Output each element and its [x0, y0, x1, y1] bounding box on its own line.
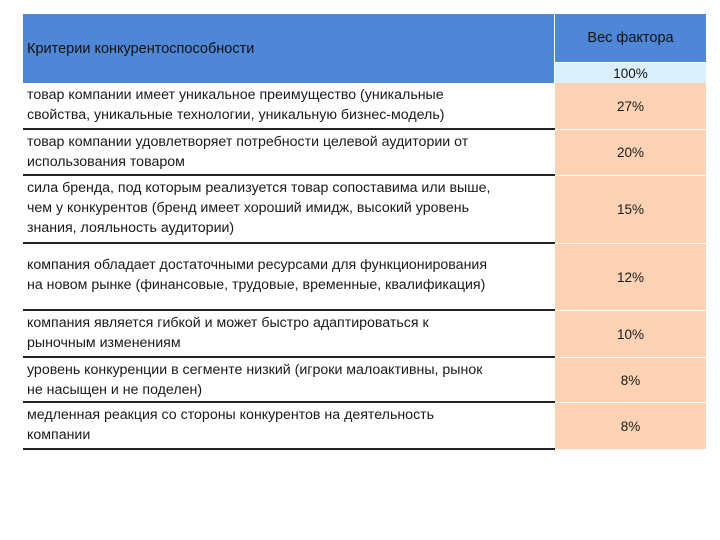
- criterion-cell: уровень конкуренции в сегменте низкий (игроки малоактивны, рынок не насыщен и не поделен): [23, 358, 555, 403]
- table-row: [23, 130, 706, 176]
- table-row: [23, 83, 706, 130]
- criterion-cell: товар компании удовлетворяет потребности целевой аудитории от использования товаром: [23, 130, 555, 176]
- weight-header-group: [555, 14, 706, 83]
- criterion-cell: медленная реакция со стороны конкурентов на деятельность компании: [23, 403, 555, 450]
- criterion-cell: товар компании имеет уникальное преимущество (уникальные свойства, уникальные технологии, уникальную бизнес-модель): [23, 83, 555, 130]
- table-row: [23, 176, 706, 244]
- weight-header: Вес фактора: [555, 14, 706, 62]
- weight-cell: 8%: [555, 358, 706, 403]
- weight-cell: 27%: [555, 83, 706, 130]
- criterion-cell: сила бренда, под которым реализуется товар сопоставима или выше, чем у конкурентов (бренд имеет хороший имидж, высокий уровень знания, лояльность аудитории): [23, 176, 555, 244]
- weight-cell: 10%: [555, 311, 706, 358]
- table-row: [23, 244, 706, 311]
- table-header: [23, 14, 706, 83]
- weight-total: 100%: [555, 62, 706, 83]
- criteria-header: Критерии конкурентоспособности: [23, 14, 555, 83]
- weight-cell: 20%: [555, 130, 706, 176]
- table-row: [23, 403, 706, 450]
- competitiveness-table: [23, 14, 706, 450]
- weight-cell: 8%: [555, 403, 706, 450]
- table-row: [23, 358, 706, 403]
- weight-cell: 15%: [555, 176, 706, 244]
- table-row: [23, 311, 706, 358]
- criterion-cell: компания является гибкой и может быстро адаптироваться к рыночным изменениям: [23, 311, 555, 358]
- weight-cell: 12%: [555, 244, 706, 311]
- criterion-cell: компания обладает достаточными ресурсами для функционирования на новом рынке (финансовые, трудовые, временные, квалификация): [23, 244, 555, 311]
